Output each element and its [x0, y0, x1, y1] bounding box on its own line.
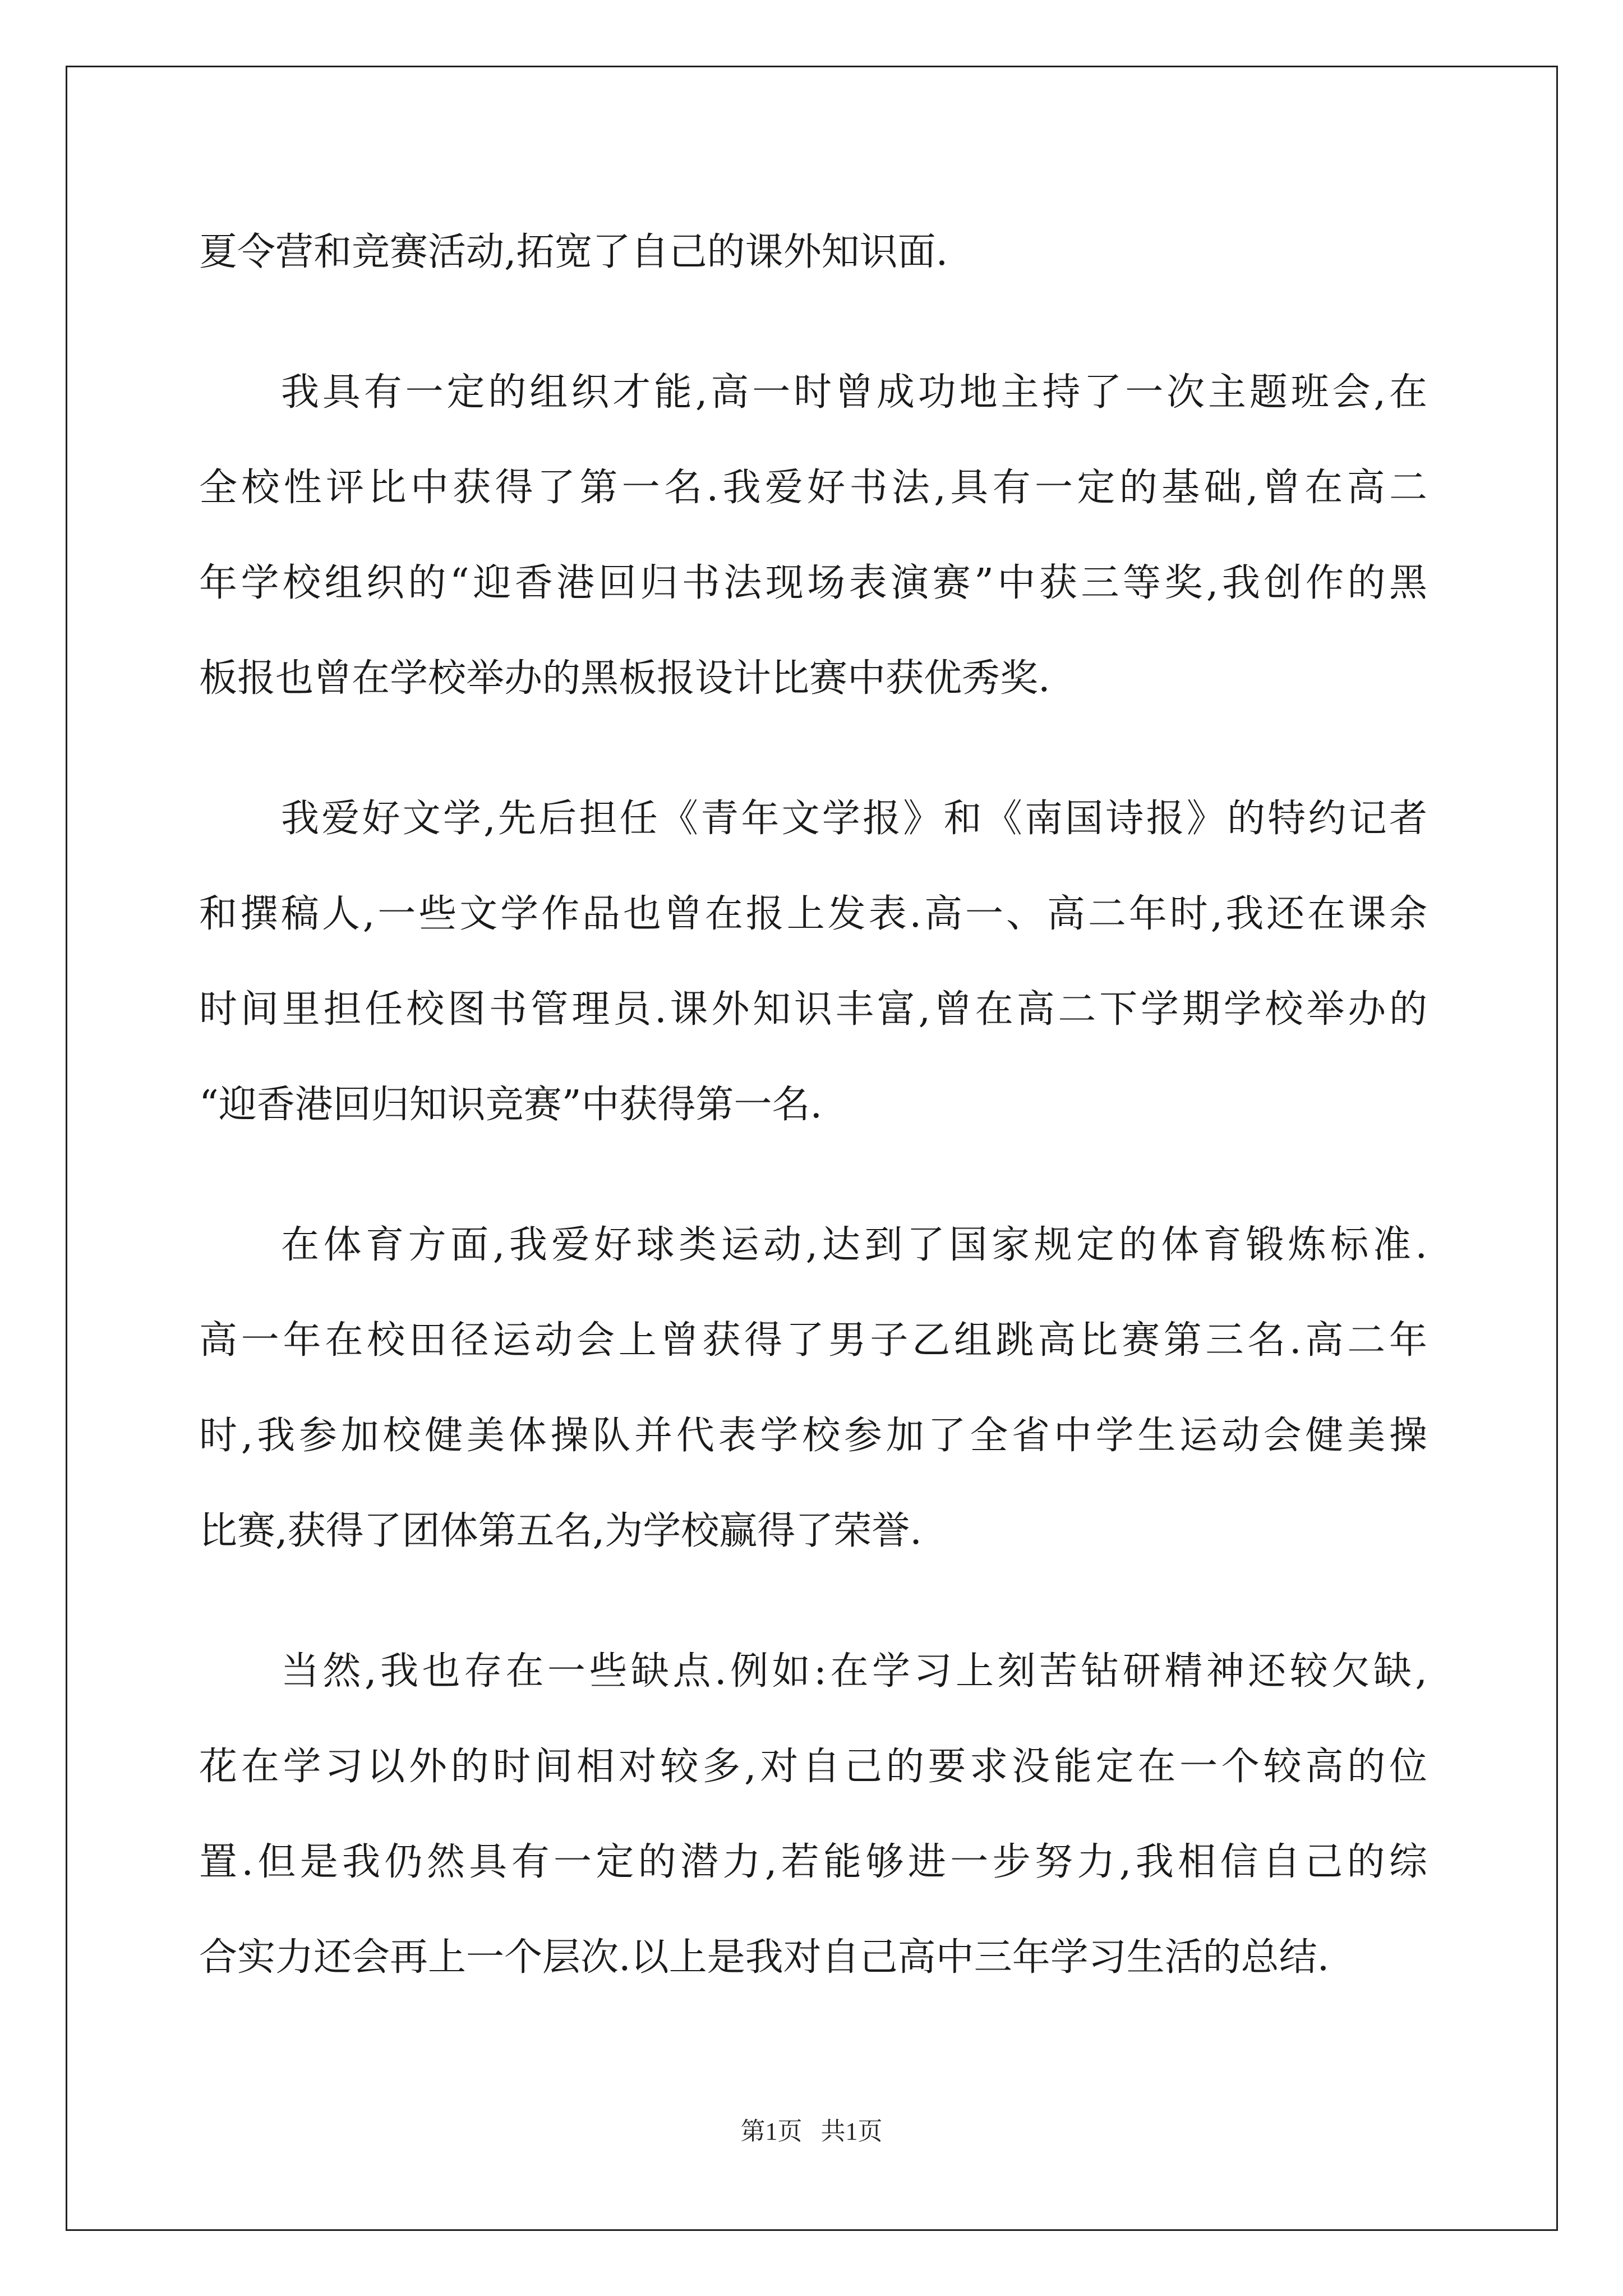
page-number-footer: 第1页 共1页: [740, 2118, 883, 2145]
paragraph-spacer: [199, 1579, 1427, 1624]
text-line: 合实力还会再上一个层次.以上是我对自己高中三年学习生活的总结.: [199, 1935, 1330, 1980]
paragraph: [199, 205, 1427, 300]
text-line: 置.但是我仍然具有一定的潜力,若能够进一步努力,我相信自己的综: [199, 1840, 1427, 1884]
text-line: 年学校组织的“迎香港回归书法现场表演赛”中获三等奖,我创作的黑: [199, 561, 1427, 605]
text-line: 全校性评比中获得了第一名.我爱好书法,具有一定的基础,曾在高二: [199, 466, 1427, 510]
text-line: 比赛,获得了团体第五名,为学校赢得了荣誉.: [199, 1509, 922, 1553]
text-line: “迎香港回归知识竞赛”中获得第一名.: [199, 1083, 823, 1127]
text-line: 板报也曾在学校举办的黑板报设计比赛中获优秀奖.: [199, 656, 1050, 701]
paragraph: [199, 1624, 1427, 2005]
text-line: 时间里担任校图书管理员.课外知识丰富,曾在高二下学期学校举办的: [199, 987, 1427, 1032]
text-line: 花在学习以外的时间相对较多,对自己的要求没能定在一个较高的位: [199, 1745, 1427, 1789]
text-line: 夏令营和竞赛活动,拓宽了自己的课外知识面.: [199, 230, 948, 274]
text-line: 在体育方面,我爱好球类运动,达到了国家规定的体育锻炼标准.: [281, 1223, 1427, 1267]
paragraph: [199, 345, 1427, 726]
paragraph-spacer: [199, 300, 1427, 345]
text-line: 时,我参加校健美体操队并代表学校参加了全省中学生运动会健美操: [199, 1414, 1427, 1458]
document-body: [199, 205, 1427, 2005]
paragraph-spacer: [199, 726, 1427, 771]
paragraph: [199, 771, 1427, 1153]
text-line: 我具有一定的组织才能,高一时曾成功地主持了一次主题班会,在: [281, 370, 1427, 415]
text-line: 和撰稿人,一些文学作品也曾在报上发表.高一、高二年时,我还在课余: [199, 892, 1427, 936]
text-line: 我爱好文学,先后担任《青年文学报》和《南国诗报》的特约记者: [281, 797, 1427, 841]
text-line: 高一年在校田径运动会上曾获得了男子乙组跳高比赛第三名.高二年: [199, 1318, 1427, 1363]
paragraph-spacer: [199, 1153, 1427, 1198]
text-line: 当然,我也存在一些缺点.例如:在学习上刻苦钻研精神还较欠缺,: [281, 1649, 1427, 1694]
paragraph: [199, 1198, 1427, 1579]
